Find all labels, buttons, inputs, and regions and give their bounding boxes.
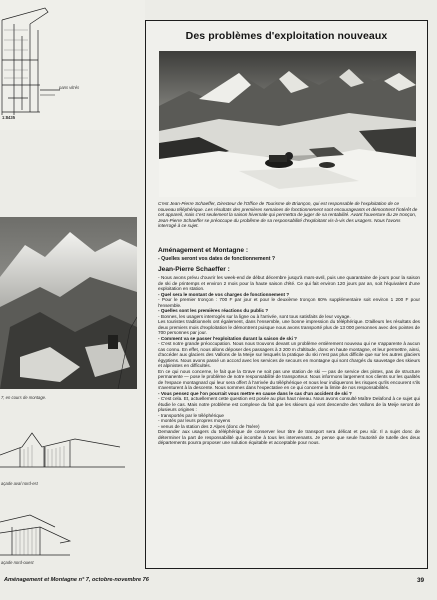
mountaineer-photo — [159, 51, 416, 197]
article-box — [145, 20, 428, 569]
paragraph: - Pour le premier tronçon : 700 F par jour et pour le deuxième tronçon 60% supplémentaire soit environ 1 200 F pour l'ensemble. — [158, 297, 420, 308]
caption-en-cours-de-montage: 7, en cours de montage. — [1, 395, 47, 400]
interview-body — [158, 275, 420, 446]
left-page-fragment — [0, 0, 145, 575]
question: - Quel sera le montant de vos charges de fonctionnement ? — [158, 291, 290, 297]
question: - Quelles sont les premières réactions du public ? — [158, 308, 269, 314]
paragraph: - C'est notre grande préoccupation. Nous nous trouvons devant un problème entièrement nouveau qui ne s'apparente à aucun cas connu. En effet, nous allons déposer des passagers à 3 200 m d'altitude, donc en haute montagne, et leur permettre, ainsi, d'accéder aux glaciers des Vallons de la Meije sur lesquels la pratique du ski n'est pas plus difficile que sur les autres glaciers égyptiens. Nous avons passé un accord avec les services de secours en montagne qui sont chargés du sauvetage des skieurs et alpinistes en difficultés. — [158, 341, 420, 369]
interview-respondent: Jean-Pierre Schaeffer : — [158, 266, 230, 273]
paragraph: En ce qui nous concerne, le fait que la Grave ne soit pas une station de ski — pas de service des pistes, pas de structure permanente — pose le problème de notre responsabilité de transporteur. Nous informons largement nos clients sur les qualités de l'espace montagnard qui leur sera offert à l'arrivée du téléphérique et nous leur indiquerons les risques qu'ils encourent s'ils s'aventurent à la descente. Nous sommes dans l'expectative en ce qui concerne la limite de nos responsabilités. — [158, 368, 420, 391]
architectural-section-drawing — [0, 0, 145, 130]
page-number: 39 — [417, 577, 425, 584]
list-item: - montés par leurs propres moyens — [158, 418, 231, 424]
caption-facade-nord-est: açade aval nord-est — [1, 481, 38, 486]
list-item: - venus de la station des 2 Alpes (donc de l'Isère) — [158, 423, 260, 429]
cable-car-construction-photo — [0, 217, 137, 389]
facade-nord-ouest-drawing — [0, 497, 140, 567]
article-intro: C'est Jean-Pierre Schaeffer, Directeur de l'Office de Tourisme de Briançon, qui est responsable de l'exploitation de ce nouveau téléphérique. Les résultats des premières semaines de fonctionnement sont encourageants et démontrent l'intérêt de cet appareil, mais c'est seulement la saison hivernale qui permettra de juger de sa rentabilité. Avant l'ouverture du 2e tronçon, Jean-Pierre Schaeffer se préoccupe du problème de sa responsabilité d'exploitant vis-à-vis des usagers. Nous l'avons interrogé à ce sujet. — [158, 201, 418, 229]
caption-facade-nord-ouest: açade nord-ouest — [1, 560, 34, 565]
article-title: Des problèmes d'exploitation nouveaux — [185, 30, 388, 42]
interview-interviewer: Aménagement et Montagne : — [158, 247, 249, 254]
question: - Comment va se passer l'exploitation durant la saison de ski ? — [158, 335, 298, 341]
journal-footer: Aménagement et Montagne n° 7, octobre-novembre 76 — [4, 577, 149, 583]
paragraph: - Bonnes, les usagers interrogés sur la ligne ou à l'arrivée, sont tous satisfaits de leur voyage. — [158, 313, 351, 319]
facade-nord-est-drawing — [0, 425, 140, 480]
paragraph: - Nous avons prévu d'ouvrir les week-end de début décembre jusqu'à mars-avril, puis une quarantaine de jours pour la saison de ski de printemps et environ 2 mois pour la haute saison d'été. Ce qui fait environ 120 jours par an, soit l'équivalent d'une exploitation en station. — [158, 275, 420, 292]
caption-pans-vitres: pans vitrés — [59, 85, 80, 90]
interview-first-question: - Quelles seront vos dates de fonctionnement ? — [158, 256, 276, 262]
list-item: - transportés par le téléphérique — [158, 412, 225, 418]
paragraph: - C'est cela. Et, actuellement cette question est posée au plus haut niveau. Nous avons consulté Maître Delafond à ce sujet qui étudie le cas. Mais notre problème est complexe du fait que les skieurs qui vont descendre des Vallons de la Meije seront de plusieurs origines : — [158, 396, 420, 413]
question: - Vous pensez que l'on pourrait vous mettre en cause dans le cas d'un accident de ski ? — [158, 390, 352, 396]
caption-drawing-number: 1:8435 — [2, 115, 16, 120]
paragraph: Les touristes traditionnels ont également, dans l'ensemble, une bonne impression du téléphérique. D'ailleurs les résultats des deux premiers mois d'exploitation le démontrent puisque nous avons transporté plus de 13 000 personnes avec des pointes de 700 personnes par jour. — [158, 319, 420, 336]
paragraph: Demander aux usagers du téléphérique de conserver leur titre de transport sera délicat et peu sûr. Il a sujet donc de déterminer la part de responsabilité qui incombe à tous les intervenants. Je pense que seule l'autorité de tutelle des deux départements pourra proposer une solution équitable et acceptable pour nous. — [158, 429, 420, 446]
